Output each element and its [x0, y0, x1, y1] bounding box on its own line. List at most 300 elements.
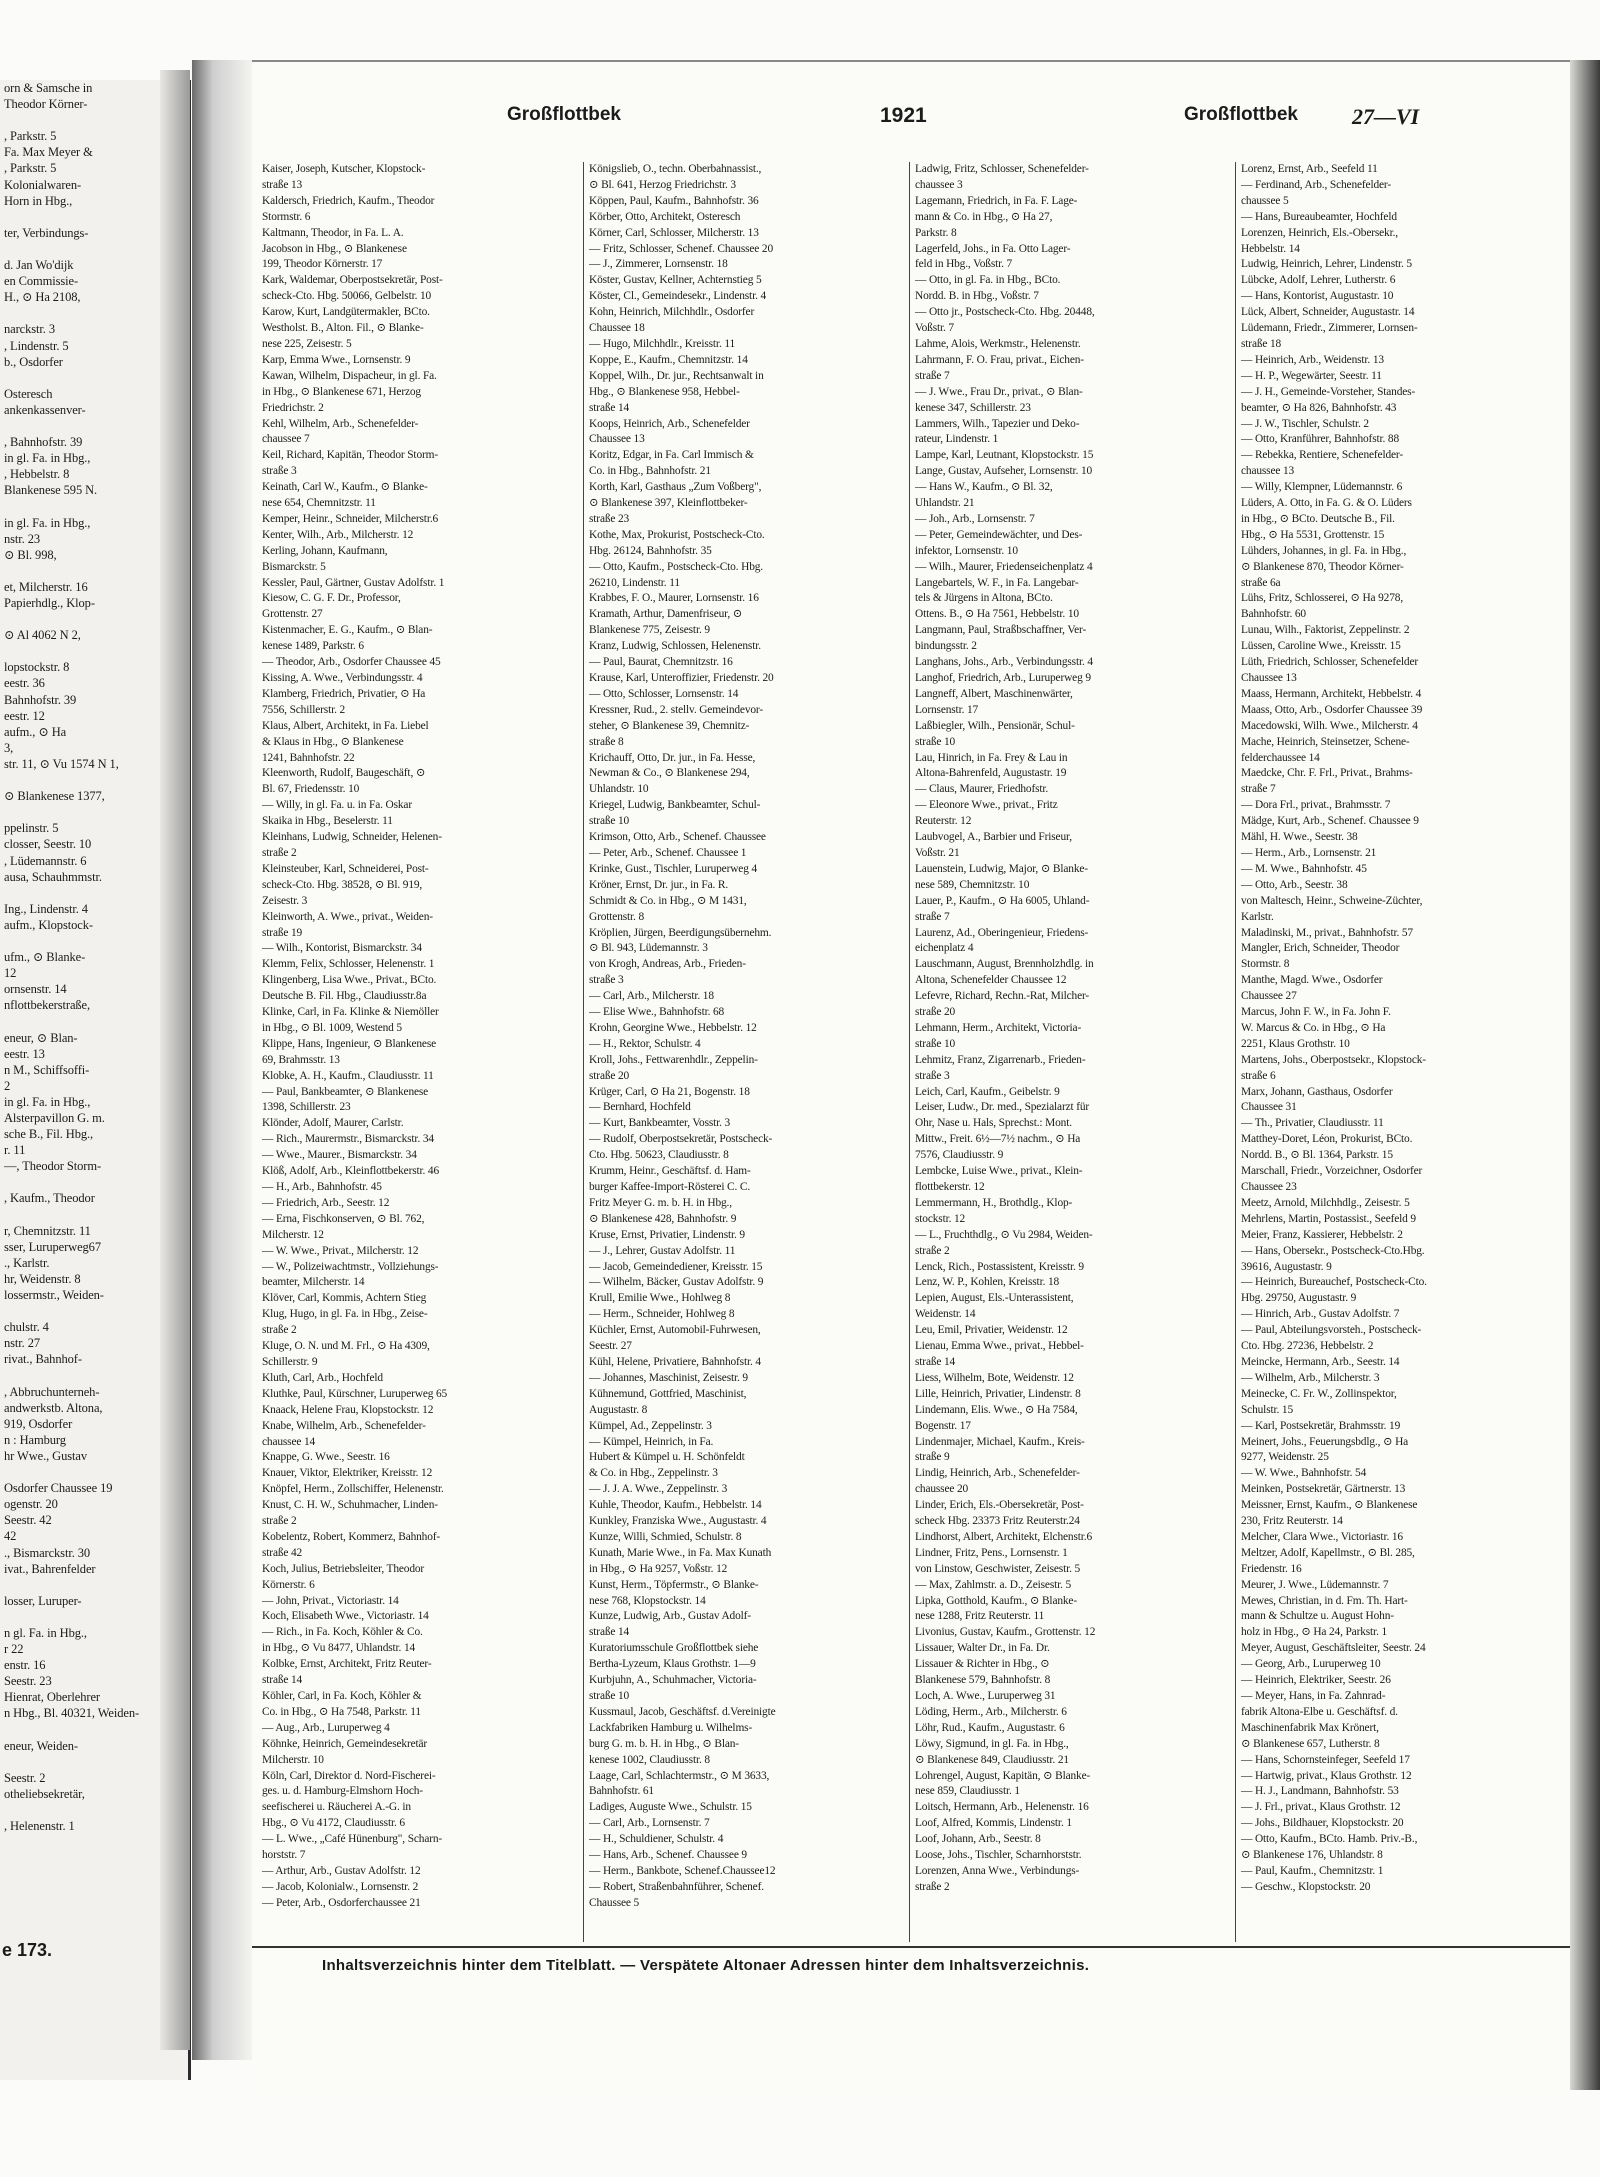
directory-entry: bindungsstr. 2	[915, 640, 977, 653]
book-gutter	[192, 60, 252, 2060]
directory-entry: — Peter, Arb., Osdorferchaussee 21	[262, 1896, 421, 1909]
directory-entry: Bertha-Lyzeum, Klaus Grothstr. 1—9	[589, 1658, 756, 1671]
facing-page-line: lopstockstr. 8	[4, 660, 70, 675]
directory-entry: Lüssen, Caroline Wwe., Kreisstr. 15	[1241, 640, 1401, 653]
directory-entry: straße 2	[262, 1515, 297, 1528]
directory-entry: Kroll, Johs., Fettwarenhdlr., Zeppelin-	[589, 1053, 758, 1066]
directory-entry: — Hinrich, Arb., Gustav Adolfstr. 7	[1241, 1308, 1400, 1321]
directory-entry: Zeisestr. 3	[262, 894, 308, 907]
directory-entry: Köster, Gustav, Kellner, Achternstieg 5	[589, 274, 762, 287]
directory-entry: ⊙ Blankenese 176, Uhlandstr. 8	[1241, 1849, 1383, 1862]
directory-entry: Knöpfel, Herm., Zollschiffer, Helenenstr.	[262, 1483, 444, 1496]
facing-page-line: hr Wwe., Gustav	[4, 1448, 87, 1463]
directory-entry: beamter, ⊙ Ha 826, Bahnhofstr. 43	[1241, 401, 1397, 414]
directory-entry: Hbg., ⊙ Ha 5531, Grottenstr. 15	[1241, 528, 1385, 541]
directory-entry: straße 6	[1241, 1069, 1276, 1082]
directory-entry: infektor, Lornsenstr. 10	[915, 544, 1018, 557]
directory-entry: Kolbke, Ernst, Architekt, Fritz Reuter-	[262, 1658, 432, 1671]
directory-entry: chaussee 13	[1241, 465, 1295, 478]
facing-page-line: closser, Seestr. 10	[4, 837, 92, 852]
directory-entry: — Otto, Kaufm., Postscheck-Cto. Hbg.	[589, 560, 763, 573]
directory-entry: Lammers, Wilh., Tapezier und Deko-	[915, 417, 1080, 430]
directory-entry: Karp, Emma Wwe., Lornsenstr. 9	[262, 353, 411, 366]
facing-page-line: , Parkstr. 5	[4, 161, 57, 176]
directory-entry: — H., Schuldiener, Schulstr. 4	[589, 1833, 724, 1846]
directory-entry: Loch, A. Wwe., Luruperweg 31	[915, 1690, 1056, 1702]
directory-entry: Lorenzen, Heinrich, Els.-Obersekr.,	[1241, 226, 1399, 239]
directory-entry: Meinert, Johs., Feuerungsbdlg., ⊙ Ha	[1241, 1435, 1409, 1448]
directory-entry: Hubert & Kümpel u. H. Schönfeldt	[589, 1451, 745, 1464]
facing-page-line: n gl. Fa. in Hbg.,	[4, 1626, 87, 1640]
directory-entry: — Hans, Obersekr., Postscheck-Cto.Hbg.	[1241, 1244, 1425, 1257]
directory-entry: nese 859, Claudiusstr. 1	[915, 1785, 1020, 1798]
directory-entry: Lange, Gustav, Aufseher, Lornsenstr. 10	[915, 465, 1093, 478]
directory-entry: nese 589, Chemnitzstr. 10	[915, 878, 1030, 891]
directory-entry: Köhnke, Heinrich, Gemeindesekretär	[262, 1737, 428, 1750]
directory-entry: Klippe, Hans, Ingenieur, ⊙ Blankenese	[262, 1037, 437, 1050]
facing-page-line: ⊙ Bl. 998,	[4, 547, 57, 562]
directory-entry: — Wwe., Maurer., Bismarckstr. 34	[262, 1149, 417, 1162]
directory-entry: Maass, Otto, Arb., Osdorfer Chaussee 39	[1241, 703, 1423, 716]
header-page-mark: 27—VI	[1352, 104, 1420, 129]
directory-entry: Keinath, Carl W., Kaufm., ⊙ Blanke-	[262, 481, 428, 494]
directory-entry: — Otto, in gl. Fa. in Hbg., BCto.	[915, 274, 1061, 287]
directory-entry: Lissauer, Walter Dr., in Fa. Dr.	[915, 1642, 1050, 1655]
facing-page-line: eestr. 36	[4, 676, 45, 691]
directory-entry: Lehmann, Herm., Architekt, Victoria-	[915, 1021, 1082, 1034]
facing-page-line: Theodor Körner-	[4, 97, 88, 112]
directory-entry: — Wilhelm, Arb., Milcherstr. 3	[1241, 1371, 1380, 1384]
directory-entry: Kawan, Wilhelm, Dispacheur, in gl. Fa.	[262, 369, 437, 382]
directory-entry: Lampe, Karl, Leutnant, Klopstockstr. 15	[915, 449, 1094, 462]
directory-entry: Klobke, A. H., Kaufm., Claudiusstr. 11	[262, 1069, 434, 1082]
directory-entry: Langhof, Friedrich, Arb., Luruperweg 9	[915, 672, 1091, 684]
facing-page-line: rivat., Bahnhof-	[4, 1352, 82, 1367]
page-header	[252, 62, 1570, 129]
directory-entry: straße 7	[915, 369, 950, 382]
directory-entry: Kunze, Ludwig, Arb., Gustav Adolf-	[589, 1610, 751, 1623]
directory-entry: Lauschmann, August, Brennholzhdlg. in	[915, 958, 1094, 971]
directory-entry: von Maltesch, Heinr., Schweine-Züchter,	[1241, 894, 1423, 907]
directory-entry: Lunau, Wilh., Faktorist, Zeppelinstr. 2	[1241, 624, 1410, 637]
directory-entry: — Willy, in gl. Fa. u. in Fa. Oskar	[262, 799, 412, 812]
directory-entry: Uhlandstr. 21	[915, 497, 975, 510]
directory-entry: Kluge, O. N. und M. Frl., ⊙ Ha 4309,	[262, 1340, 430, 1353]
directory-entry: Kunath, Marie Wwe., in Fa. Max Kunath	[589, 1546, 772, 1559]
directory-entry: stockstr. 12	[915, 1212, 966, 1225]
directory-entry: Co. in Hbg., Bahnhofstr. 21	[589, 465, 711, 478]
directory-entry: Langhans, Johs., Arb., Verbindungsstr. 4	[915, 656, 1093, 669]
facing-page-line: losser, Luruper-	[4, 1593, 82, 1608]
directory-entry: Kerling, Johann, Kaufmann,	[262, 544, 388, 557]
directory-entry: Krabbes, F. O., Maurer, Lornsenstr. 16	[589, 592, 759, 605]
directory-entry: Langebartels, W. F., in Fa. Langebar-	[915, 576, 1079, 589]
directory-entry: — Theodor, Arb., Osdorfer Chaussee 45	[262, 656, 441, 669]
directory-entry: Lindig, Heinrich, Arb., Schenefelder-	[915, 1467, 1080, 1480]
facing-page-line: 42	[4, 1529, 17, 1544]
directory-entry: seefischerei u. Räucherei A.-G. in	[262, 1801, 411, 1814]
directory-entry: Schmidt & Co. in Hbg., ⊙ M 1431,	[589, 894, 747, 907]
directory-entry: — Rebekka, Rentiere, Schenefelder-	[1241, 449, 1403, 462]
facing-page-line: ivat., Bahrenfelder	[4, 1561, 96, 1576]
directory-entry: ⊙ Blankenese 657, Lutherstr. 8	[1241, 1737, 1380, 1750]
facing-page-line: nflottbekerstraße,	[4, 998, 91, 1013]
facing-page-line: 3,	[4, 740, 14, 755]
directory-entry: — J. Wwe., Frau Dr., privat., ⊙ Blan-	[915, 385, 1083, 398]
directory-entry: — Otto, Kranführer, Bahnhofstr. 88	[1241, 433, 1399, 446]
directory-entry: — Eleonore Wwe., privat., Fritz	[915, 799, 1058, 812]
facing-page-line: sche B., Fil. Hbg.,	[4, 1127, 94, 1142]
directory-entry: straße 14	[589, 1626, 630, 1639]
directory-entry: Loitsch, Hermann, Arb., Helenenstr. 16	[915, 1801, 1089, 1814]
directory-entry: — Jacob, Gemeindediener, Kreisstr. 15	[589, 1260, 763, 1273]
directory-entry: Altona-Bahrenfeld, Augustastr. 19	[915, 767, 1067, 780]
directory-entry: Stormstr. 8	[1241, 958, 1290, 971]
directory-entry: Newman & Co., ⊙ Blankenese 294,	[589, 767, 750, 780]
footer-note: Inhaltsverzeichnis hinter dem Titelblatt. — Verspätete Altonaer Adressen hinter dem Inhaltsverzeichnis.	[322, 1957, 1090, 1974]
directory-entry: Jacobson in Hbg., ⊙ Blankenese	[262, 242, 407, 255]
directory-entry: 39616, Augustastr. 9	[1241, 1260, 1332, 1273]
directory-entry: — Robert, Straßenbahnführer, Schenef.	[589, 1880, 764, 1893]
facing-page-line: in gl. Fa. in Hbg.,	[4, 515, 91, 530]
directory-entry: Lück, Albert, Schneider, Augustastr. 14	[1241, 306, 1415, 319]
footer-rule	[252, 1946, 1570, 1948]
directory-entry: Leu, Emil, Privatier, Weidenstr. 12	[915, 1324, 1068, 1337]
directory-entry: — L., Fruchthdlg., ⊙ Vu 2984, Weiden-	[915, 1228, 1093, 1241]
directory-entry: Lissauer & Richter in Hbg., ⊙	[915, 1658, 1050, 1671]
directory-entry: Kobelentz, Robert, Kommerz, Bahnhof-	[262, 1530, 441, 1543]
directory-entry: — Johs., Bildhauer, Klopstockstr. 20	[1241, 1817, 1404, 1830]
directory-entry: — Herm., Arb., Lornsenstr. 21	[1241, 846, 1377, 859]
facing-page-line: ausa, Schauhmmstr.	[4, 869, 102, 884]
directory-entry: Cto. Hbg. 50623, Claudiusstr. 8	[589, 1149, 729, 1162]
directory-entry: — Rich., in Fa. Koch, Köhler & Co.	[262, 1626, 423, 1639]
directory-entry: Kohn, Heinrich, Milchhdlr., Osdorfer	[589, 306, 755, 319]
directory-entry: — Kurt, Bankbeamter, Vosstr. 3	[589, 1117, 731, 1130]
directory-entry: tels & Jürgens in Altona, BCto.	[915, 592, 1053, 605]
facing-page-line: H., ⊙ Ha 2108,	[4, 290, 81, 305]
directory-entry: — Hans W., Kaufm., ⊙ Bl. 32,	[915, 481, 1053, 494]
directory-entry: Laurenz, Ad., Oberingenieur, Friedens-	[915, 926, 1089, 939]
directory-entry: holz in Hbg., ⊙ Ha 24, Parkstr. 1	[1241, 1626, 1388, 1639]
directory-entry: Krinke, Gust., Tischler, Luruperweg 4	[589, 862, 757, 875]
directory-entry: Kleinworth, A. Wwe., privat., Weiden-	[262, 910, 433, 923]
directory-entry: Lorenzen, Anna Wwe., Verbindungs-	[915, 1864, 1080, 1877]
directory-entry: Meurer, J. Wwe., Lüdemannstr. 7	[1241, 1578, 1389, 1591]
facing-page-line: 919, Osdorfer	[4, 1416, 73, 1431]
directory-entry: nese 1288, Fritz Reuterstr. 11	[915, 1610, 1045, 1623]
directory-entry: kenese 347, Schillerstr. 23	[915, 401, 1031, 414]
directory-entry: beamter, Milcherstr. 14	[262, 1276, 365, 1289]
directory-entry: — Kümpel, Heinrich, in Fa.	[589, 1435, 714, 1448]
directory-entry: — Paul, Bankbeamter, ⊙ Blankenese	[262, 1085, 429, 1098]
directory-entry: Klug, Hugo, in gl. Fa. in Hbg., Zeise-	[262, 1308, 428, 1321]
directory-entry: Melcher, Clara Wwe., Victoriastr. 16	[1241, 1530, 1403, 1543]
directory-entry: Lüth, Friedrich, Schlosser, Schenefelder	[1241, 656, 1419, 669]
directory-entry: — Heinrich, Arb., Weidenstr. 13	[1241, 353, 1384, 366]
directory-entry: Kruse, Ernst, Privatier, Lindenstr. 9	[589, 1228, 745, 1241]
facing-page-line: , Kaufm., Theodor	[4, 1191, 95, 1206]
directory-entry: Lauer, P., Kaufm., ⊙ Ha 6005, Uhland-	[915, 894, 1090, 907]
directory-entry: Cto. Hbg. 27236, Hebbelstr. 2	[1241, 1340, 1374, 1353]
directory-entry: Augustastr. 8	[589, 1403, 648, 1416]
directory-entry: Klemm, Felix, Schlosser, Helenenstr. 1	[262, 958, 435, 971]
directory-entry: Königslieb, O., techn. Oberbahnassist.,	[589, 163, 762, 175]
directory-entry: 7576, Claudiusstr. 9	[915, 1149, 1004, 1162]
facing-page-line: Bahnhofstr. 39	[4, 692, 77, 707]
directory-entry: 1398, Schillerstr. 23	[262, 1101, 351, 1114]
directory-entry: fabrik Altona-Elbe u. Geschäftsf. d.	[1241, 1705, 1398, 1718]
directory-entry: Nordd. B. in Hbg., Voßstr. 7	[915, 290, 1039, 303]
directory-entry: Köhler, Carl, in Fa. Koch, Köhler &	[262, 1690, 422, 1702]
directory-entry: Nordd. B., ⊙ Bl. 1364, Parkstr. 15	[1241, 1149, 1393, 1162]
directory-entry: Kuratoriumsschule Großflottbek siehe	[589, 1642, 759, 1655]
directory-entry: chaussee 5	[1241, 194, 1289, 207]
directory-entry: — H., Rektor, Schulstr. 4	[589, 1037, 701, 1050]
facing-page-line: 12	[4, 966, 17, 981]
directory-entry: Kranz, Ludwig, Schlossen, Helenenstr.	[589, 640, 761, 653]
facing-page-line: str. 11, ⊙ Vu 1574 N 1,	[4, 756, 119, 771]
facing-page-line: eneur, ⊙ Blan-	[4, 1030, 78, 1045]
directory-entry: Löding, Herm., Arb., Milcherstr. 6	[915, 1705, 1067, 1718]
facing-page-line: Papierhdlg., Klop-	[4, 596, 95, 610]
directory-entry: — Ferdinand, Arb., Schenefelder-	[1241, 178, 1391, 191]
directory-entry: Meetz, Arnold, Milchhdlg., Zeisestr. 5	[1241, 1196, 1410, 1209]
facing-page-line: ogenstr. 20	[4, 1497, 58, 1512]
directory-entry: — Joh., Arb., Lornsenstr. 7	[915, 512, 1035, 525]
directory-entry: 230, Fritz Reuterstr. 14	[1241, 1515, 1343, 1528]
directory-entry: 2251, Klaus Grothstr. 10	[1241, 1037, 1350, 1050]
directory-entry: Lindner, Fritz, Pens., Lornsenstr. 1	[915, 1546, 1068, 1559]
facing-page-line: Osdorfer Chaussee 19	[4, 1481, 113, 1496]
directory-entry: rateur, Lindenstr. 1	[915, 433, 999, 446]
directory-entry: — Paul, Abteilungsvorsteh., Postscheck-	[1241, 1324, 1422, 1337]
directory-entry: Milcherstr. 10	[262, 1753, 324, 1766]
directory-entry: scheck Hbg. 23373 Fritz Reuterstr.24	[915, 1515, 1080, 1528]
facing-page-line: in gl. Fa. in Hbg.,	[4, 451, 91, 466]
facing-page-line: otheliebsekretär,	[4, 1786, 85, 1801]
directory-entry: Deutsche B. Fil. Hbg., Claudiusstr.8a	[262, 990, 427, 1003]
directory-entry: Kaiser, Joseph, Kutscher, Klopstock-	[262, 163, 426, 175]
directory-entry: Knappe, G. Wwe., Seestr. 16	[262, 1451, 390, 1464]
directory-entry: — Wilhelm, Bäcker, Gustav Adolfstr. 9	[589, 1276, 764, 1289]
directory-entry: Koritz, Edgar, in Fa. Carl Immisch &	[589, 449, 754, 462]
directory-entry: mann & Co. in Hbg., ⊙ Ha 27,	[915, 210, 1053, 223]
facing-page-line: et, Milcherstr. 16	[4, 579, 88, 594]
directory-entry: 7556, Schillerstr. 2	[262, 703, 346, 716]
address-column-4	[1235, 162, 1558, 1942]
facing-page-line: ufm., ⊙ Blanke-	[4, 950, 86, 965]
directory-entry: ⊙ Blankenese 870, Theodor Körner-	[1241, 560, 1404, 573]
facing-page-line: sser, Luruperweg67	[4, 1239, 101, 1254]
directory-entry: Kramath, Arthur, Damenfriseur, ⊙	[589, 608, 743, 621]
directory-entry: Altona, Schenefelder Chaussee 12	[915, 974, 1067, 987]
directory-entry: Lille, Heinrich, Privatier, Lindenstr. 8	[915, 1387, 1081, 1400]
directory-entry: 69, Brahmsstr. 13	[262, 1053, 340, 1066]
facing-page-line: —, Theodor Storm-	[4, 1159, 102, 1174]
directory-entry: chaussee 7	[262, 433, 310, 446]
facing-page-line: Seestr. 2	[4, 1770, 46, 1785]
facing-page-line: Seestr. 23	[4, 1674, 52, 1689]
directory-entry: Kluth, Carl, Arb., Hochfeld	[262, 1371, 383, 1384]
directory-entry: Bismarckstr. 5	[262, 560, 326, 573]
directory-entry: Lindemann, Elis. Wwe., ⊙ Ha 7584,	[915, 1403, 1078, 1416]
directory-entry: Hebbelstr. 14	[1241, 242, 1300, 255]
directory-entry: — Hans, Bureaubeamter, Hochfeld	[1241, 210, 1397, 223]
directory-entry: — J. J. A. Wwe., Zeppelinstr. 3	[589, 1483, 728, 1496]
directory-entry: — Heinrich, Elektriker, Seestr. 26	[1241, 1674, 1391, 1687]
directory-entry: Kühl, Helene, Privatiere, Bahnhofstr. 4	[589, 1355, 761, 1368]
directory-entry: Klinke, Carl, in Fa. Klinke & Niemöller	[262, 1006, 439, 1019]
directory-entry: Köln, Carl, Direktor d. Nord-Fischerei-	[262, 1769, 436, 1782]
directory-entry: straße 14	[262, 1674, 303, 1687]
directory-entry: Blankenese 775, Zeisestr. 9	[589, 624, 710, 637]
directory-entry: Meltzer, Adolf, Kapellmstr., ⊙ Bl. 285,	[1241, 1546, 1415, 1559]
directory-entry: Kröplien, Jürgen, Beerdigungsübernehm.	[589, 926, 772, 939]
directory-entry: Reuterstr. 12	[915, 815, 972, 828]
directory-entry: — Paul, Kaufm., Chemnitzstr. 1	[1241, 1864, 1384, 1877]
directory-entry: — John, Privat., Victoriastr. 14	[262, 1594, 399, 1607]
directory-entry: mann & Schultze u. August Hohn-	[1241, 1610, 1394, 1623]
directory-entry: Loof, Alfred, Kommis, Lindenstr. 1	[915, 1817, 1072, 1830]
directory-entry: Löwy, Sigmund, in gl. Fa. in Hbg.,	[915, 1737, 1069, 1750]
directory-entry: 1241, Bahnhofstr. 22	[262, 751, 355, 764]
directory-entry: Lüders, A. Otto, in Fa. G. & O. Lüders	[1241, 497, 1412, 510]
directory-page	[252, 60, 1570, 2092]
directory-entry: — W. Wwe., Privat., Milcherstr. 12	[262, 1244, 419, 1257]
directory-entry: Kussmaul, Jacob, Geschäftsf. d.Vereinigte	[589, 1705, 776, 1718]
directory-entry: straße 7	[915, 910, 950, 923]
directory-entry: Lipka, Gotthold, Kaufm., ⊙ Blanke-	[915, 1594, 1077, 1607]
directory-entry: nese 654, Chemnitzstr. 11	[262, 497, 376, 510]
directory-entry: Kleinsteuber, Karl, Schneiderei, Post-	[262, 862, 429, 875]
directory-entry: Koppel, Wilh., Dr. jur., Rechtsanwalt in	[589, 369, 764, 382]
directory-entry: — Erna, Fischkonserven, ⊙ Bl. 762,	[262, 1212, 425, 1225]
directory-entry: Lau, Hinrich, in Fa. Frey & Lau in	[915, 751, 1068, 764]
directory-entry: Fritz Meyer G. m. b. H. in Hbg.,	[589, 1196, 732, 1209]
facing-page-line: Hienrat, Oberlehrer	[4, 1690, 100, 1705]
facing-page-line: Ing., Lindenstr. 4	[4, 901, 88, 916]
directory-entry: — Hans, Arb., Schenef. Chaussee 9	[589, 1849, 747, 1862]
directory-entry: Lohrengel, August, Kapitän, ⊙ Blanke-	[915, 1769, 1091, 1782]
directory-entry: — Bernhard, Hochfeld	[589, 1101, 691, 1114]
directory-entry: — H., Arb., Bahnhofstr. 45	[262, 1181, 382, 1193]
facing-page-line: narckstr. 3	[4, 322, 55, 337]
directory-entry: Laage, Carl, Schlachtermstr., ⊙ M 3633,	[589, 1769, 770, 1782]
address-column-3	[909, 162, 1232, 1942]
directory-entry: horststr. 7	[262, 1849, 306, 1862]
facing-page-line: nstr. 27	[4, 1336, 41, 1351]
directory-entry: — Geschw., Klopstockstr. 20	[1241, 1880, 1371, 1893]
facing-page-line: ⊙ Al 4062 N 2,	[4, 628, 81, 643]
directory-entry: Mittw., Freit. 6½—7½ nachm., ⊙ Ha	[915, 1133, 1081, 1146]
directory-entry: Mähl, H. Wwe., Seestr. 38	[1241, 831, 1358, 844]
facing-page-line: lossermstr., Weiden-	[4, 1288, 104, 1303]
facing-page-line: eneur, Weiden-	[4, 1738, 78, 1753]
directory-entry: kenese 1489, Parkstr. 6	[262, 640, 364, 653]
directory-entry: Lemmermann, H., Brothdlg., Klop-	[915, 1196, 1073, 1209]
directory-entry: 9277, Weidenstr. 25	[1241, 1451, 1329, 1464]
directory-entry: Krohn, Georgine Wwe., Hebbelstr. 12	[589, 1021, 757, 1034]
directory-entry: Klönder, Adolf, Maurer, Carlstr.	[262, 1117, 404, 1130]
directory-entry: — Wilh., Maurer, Friedenseichenplatz 4	[915, 560, 1093, 573]
directory-entry: Chaussee 13	[1241, 672, 1297, 684]
directory-entry: Keil, Richard, Kapitän, Theodor Storm-	[262, 449, 438, 462]
directory-entry: Lackfabriken Hamburg u. Wilhelms-	[589, 1721, 753, 1734]
directory-entry: Ladiges, Auguste Wwe., Schulstr. 15	[589, 1801, 752, 1814]
directory-entry: Küchler, Ernst, Automobil-Fuhrwesen,	[589, 1324, 761, 1337]
directory-entry: Voßstr. 21	[915, 846, 960, 859]
directory-entry: Uhlandstr. 10	[589, 783, 649, 796]
directory-entry: Maass, Hermann, Architekt, Hebbelstr. 4	[1241, 687, 1422, 700]
directory-entry: & Co. in Hbg., Zeppelinstr. 3	[589, 1467, 718, 1480]
directory-entry: — Peter, Gemeindewächter, und Des-	[915, 528, 1083, 541]
directory-entry: — Aug., Arb., Luruperweg 4	[262, 1721, 390, 1734]
facing-page-line: ⊙ Blankenese 1377,	[4, 789, 105, 804]
directory-entry: — Wilh., Kontorist, Bismarckstr. 34	[262, 942, 422, 955]
directory-entry: Linder, Erich, Els.-Obersekretär, Post-	[915, 1499, 1084, 1512]
directory-entry: Knauer, Viktor, Elektriker, Kreisstr. 12	[262, 1467, 433, 1480]
directory-entry: in Hbg., ⊙ Vu 8477, Uhlandstr. 14	[262, 1642, 416, 1655]
directory-entry: in Hbg., ⊙ Ha 9257, Voßstr. 12	[589, 1562, 728, 1575]
directory-entry: — Elise Wwe., Bahnhofstr. 68	[589, 1006, 725, 1019]
page-curl	[160, 70, 190, 2050]
directory-entry: straße 10	[915, 735, 956, 748]
directory-entry: Maschinenfabrik Max Krönert,	[1241, 1721, 1379, 1734]
directory-entry: Manthe, Magd. Wwe., Osdorfer	[1241, 974, 1383, 987]
directory-entry: straße 2	[915, 1880, 950, 1893]
directory-entry: Laßbiegler, Wilh., Pensionär, Schul-	[915, 719, 1075, 732]
facing-page-line: , Abbruchunterneh-	[4, 1384, 100, 1399]
directory-entry: straße 3	[589, 974, 624, 987]
directory-entry: Lenz, W. P., Kohlen, Kreisstr. 18	[915, 1276, 1060, 1289]
directory-entry: ⊙ Blankenese 428, Bahnhofstr. 9	[589, 1212, 737, 1225]
directory-entry: Krumm, Heinr., Geschäftsf. d. Ham-	[589, 1165, 751, 1178]
directory-entry: — Heinrich, Bureauchef, Postscheck-Cto.	[1241, 1276, 1427, 1289]
directory-entry: Kunst, Herm., Töpfermstr., ⊙ Blanke-	[589, 1578, 759, 1591]
directory-entry: Klamberg, Friedrich, Privatier, ⊙ Ha	[262, 687, 426, 700]
directory-entry: — Paul, Baurat, Chemnitzstr. 16	[589, 656, 733, 669]
directory-entry: Kaldersch, Friedrich, Kaufm., Theodor	[262, 194, 435, 207]
directory-entry: Skaika in Hbg., Beselerstr. 11	[262, 815, 393, 828]
directory-entry: Langmann, Paul, Straßbschaffner, Ver-	[915, 624, 1087, 637]
directory-entry: Ottens. B., ⊙ Ha 7561, Hebbelstr. 10	[915, 608, 1079, 621]
directory-entry: straße 8	[589, 735, 624, 748]
directory-entry: Lefevre, Richard, Rechn.-Rat, Milcher-	[915, 990, 1090, 1003]
directory-entry: — W. Wwe., Bahnhofstr. 54	[1241, 1467, 1367, 1480]
directory-entry: — Rich., Maurermstr., Bismarckstr. 34	[262, 1133, 434, 1146]
directory-entry: Livonius, Gustav, Kaufm., Grottenstr. 12	[915, 1626, 1096, 1639]
directory-entry: — Otto, Arb., Seestr. 38	[1241, 878, 1348, 891]
directory-entry: straße 10	[915, 1037, 956, 1050]
directory-entry: chaussee 14	[262, 1435, 316, 1448]
facing-page-line: eestr. 12	[4, 708, 45, 723]
directory-entry: Krull, Emilie Wwe., Hohlweg 8	[589, 1292, 731, 1305]
directory-entry: — Willy, Klempner, Lüdemannstr. 6	[1241, 481, 1403, 494]
directory-entry: Meyer, August, Geschäftsleiter, Seestr. 24	[1241, 1642, 1426, 1655]
directory-entry: Liess, Wilhelm, Bote, Weidenstr. 12	[915, 1371, 1074, 1384]
facing-page-line: , Hebbelstr. 8	[4, 467, 70, 482]
directory-entry: Macedowski, Wilh. Wwe., Milcherstr. 4	[1241, 719, 1418, 732]
directory-entry: Hbg. 29750, Augustastr. 9	[1241, 1292, 1357, 1305]
directory-entry: — Otto jr., Postscheck-Cto. Hbg. 20448,	[915, 306, 1095, 319]
directory-entry: straße 20	[589, 1069, 630, 1082]
directory-entry: Voßstr. 7	[915, 322, 954, 335]
directory-entry: straße 7	[1241, 783, 1276, 796]
directory-entry: 199, Theodor Körnerstr. 17	[262, 258, 383, 271]
directory-entry: — Dora Frl., privat., Brahmsstr. 7	[1241, 799, 1391, 812]
directory-entry: Marschall, Friedr., Vorzeichner, Osdorfer	[1241, 1165, 1423, 1178]
